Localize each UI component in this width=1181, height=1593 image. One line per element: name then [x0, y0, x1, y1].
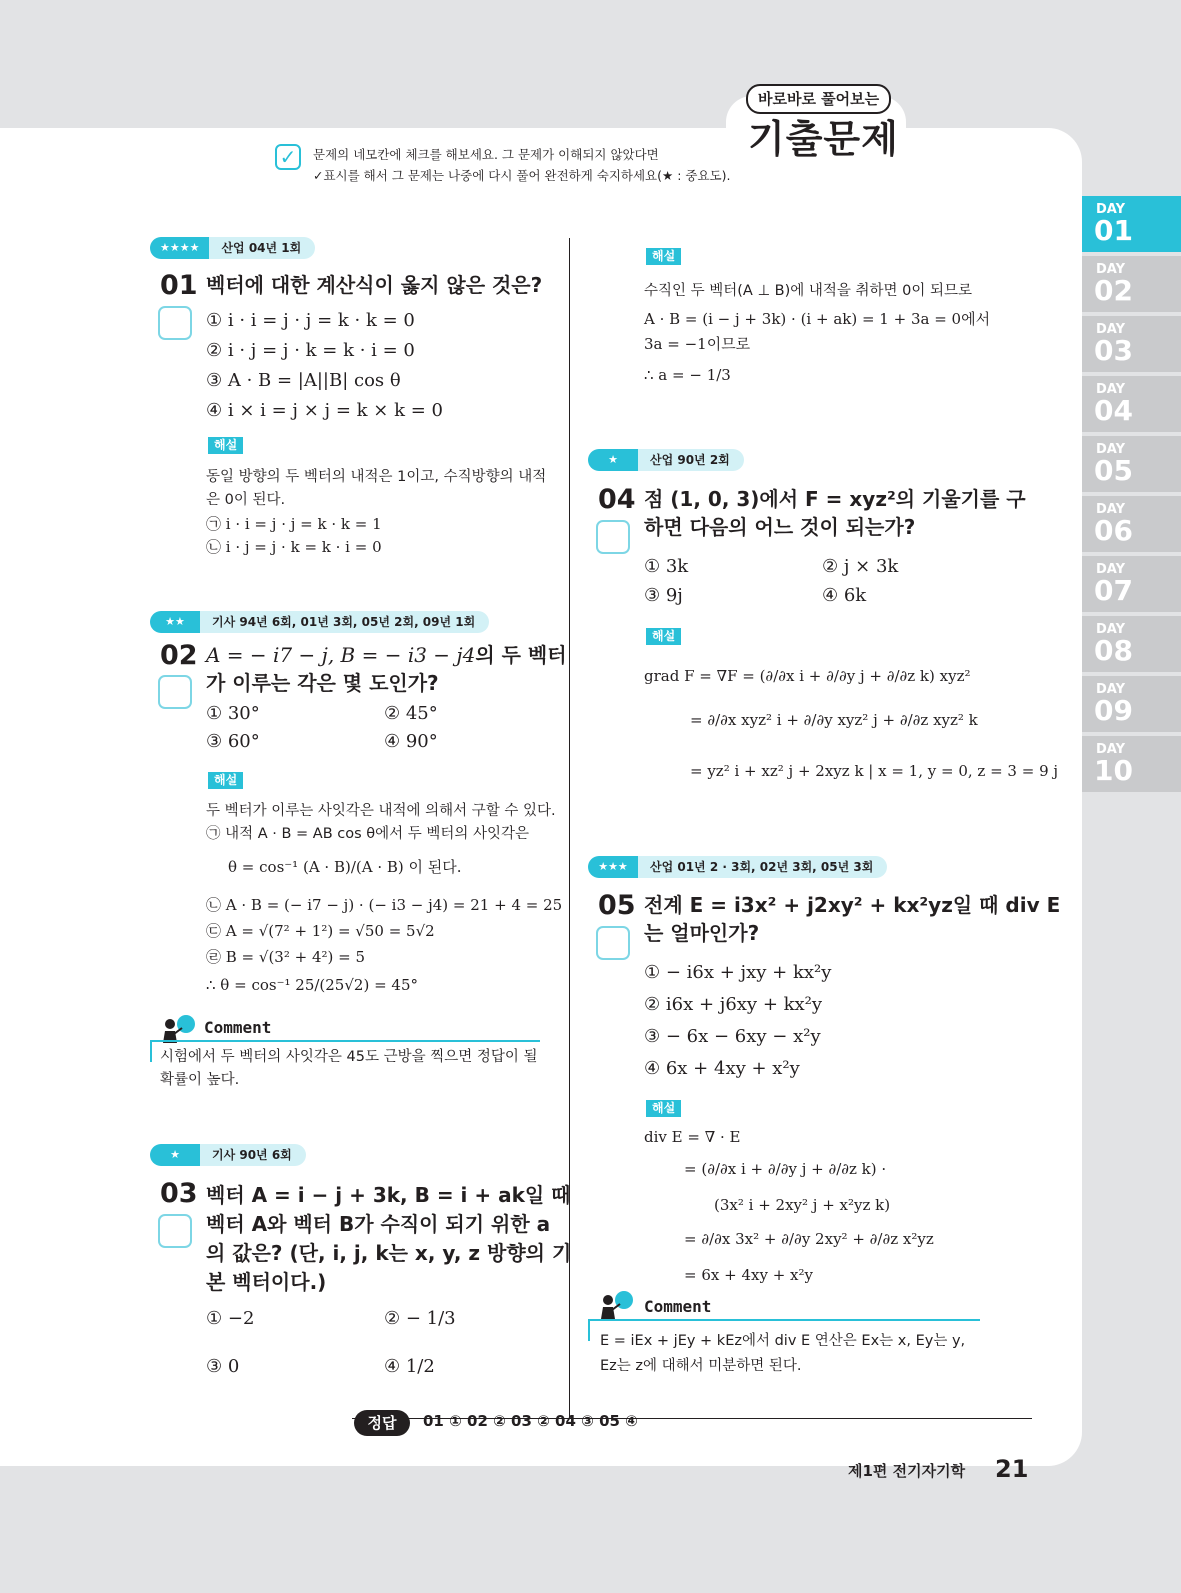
q5-solution-label: 해설	[646, 1100, 681, 1117]
q2-stars: ★★	[150, 611, 200, 633]
q2-solution-line: ㉠ 내적 A · B = AB cos θ에서 두 벡터의 사잇각은	[206, 826, 530, 842]
q5-option-3[interactable]: ③ − 6x − 6xy − x²y	[644, 1026, 821, 1047]
q5-comment-bar	[588, 1319, 590, 1341]
q3-option-1[interactable]: ① −2	[206, 1308, 255, 1329]
q1-solution-line: 동일 방향의 두 벡터의 내적은 1이고, 수직방향의 내적	[206, 469, 547, 485]
day-tabs	[1082, 196, 1181, 796]
q2-badge	[150, 611, 489, 633]
day-tab-01[interactable]: DAY 01	[1082, 196, 1181, 252]
q5-comment-label: Comment	[644, 1297, 712, 1316]
day-tab-09[interactable]: DAY 09	[1082, 676, 1181, 732]
q5-option-1[interactable]: ① − i6x + jxy + kx²y	[644, 962, 832, 983]
footer-section-title: 제1편 전기자기학	[848, 1462, 966, 1480]
q5-question-line: 전계 E = i3x² + j2xy² + kx²yz일 때 div E	[644, 893, 1061, 917]
section-title: 기출문제	[748, 117, 899, 161]
q2-solution-line: 두 벡터가 이루는 사잇각은 내적에 의해서 구할 수 있다.	[206, 803, 556, 819]
q2-solution-label: 해설	[208, 772, 243, 789]
q2-comment-line: 시험에서 두 벡터의 사잇각은 45도 근방을 찍으면 정답이 될	[160, 1049, 538, 1065]
q4-solution-label: 해설	[646, 628, 681, 645]
q3-number: 03	[160, 1178, 198, 1209]
q3-stars: ★	[150, 1144, 200, 1166]
q2-question-line-1: A = − i7 − j, B = − i3 − j4의 두 벡터	[206, 643, 567, 667]
q2-check-box[interactable]	[158, 675, 192, 709]
q1-option-3[interactable]: ③ A · B = |A||B| cos θ	[206, 370, 401, 391]
q2-comment-rule	[150, 1040, 540, 1042]
q2-comment-bar	[150, 1040, 152, 1062]
q5-number: 05	[598, 890, 636, 921]
day-tab-07[interactable]: DAY 07	[1082, 556, 1181, 612]
q1-solution-eq: ㉠ i · i = j · j = k · k = 1	[206, 515, 382, 533]
q1-number: 01	[160, 270, 198, 301]
q4-option-2[interactable]: ② j × 3k	[822, 556, 899, 577]
q5-option-2[interactable]: ② i6x + j6xy + kx²y	[644, 994, 823, 1015]
q4-option-3[interactable]: ③ 9j	[644, 585, 683, 606]
day-tab-10[interactable]: DAY 10	[1082, 736, 1181, 792]
q3-solution-label: 해설	[646, 248, 681, 265]
q3-question-line: 본 벡터이다.)	[206, 1270, 327, 1294]
day-tab-05[interactable]: DAY 05	[1082, 436, 1181, 492]
section-subtitle: 바로바로 풀어보는	[746, 84, 891, 114]
q3-solution-line: 수직인 두 벡터(A ⊥ B)에 내적을 취하면 0이 되므로	[644, 283, 973, 299]
day-tab-03[interactable]: DAY 03	[1082, 316, 1181, 372]
q2-option-2[interactable]: ② 45°	[384, 703, 438, 724]
q4-option-4[interactable]: ④ 6k	[822, 585, 867, 606]
q2-comment-line: 확률이 높다.	[160, 1072, 240, 1088]
q5-source: 산업 01년 2 · 3회, 02년 3회, 05년 3회	[638, 856, 887, 878]
q2-option-3[interactable]: ③ 60°	[206, 731, 260, 752]
q1-badge	[150, 237, 315, 259]
answer-key: 01 ① 02 ② 03 ② 04 ③ 05 ④	[423, 1412, 638, 1430]
q2-solution-eq: ∴ θ = cos⁻¹ 25/(25√2) = 45°	[206, 976, 418, 994]
q5-option-4[interactable]: ④ 6x + 4xy + x²y	[644, 1058, 800, 1079]
q1-check-box[interactable]	[158, 306, 192, 340]
q5-question-line: 는 얼마인가?	[644, 921, 760, 945]
q5-comment-line: E = iEx + jEy + kEz에서 div E 연산은 Ex는 x, Ey는 y,	[600, 1333, 966, 1349]
day-tab-08[interactable]: DAY 08	[1082, 616, 1181, 672]
q1-stars: ★★★★	[150, 237, 209, 259]
q1-option-1[interactable]: ① i · i = j · j = k · k = 0	[206, 310, 415, 331]
q5-solution-eq: = 6x + 4xy + x²y	[684, 1266, 813, 1284]
teacher-icon	[598, 1290, 636, 1320]
q5-solution-eq: = (∂/∂x i + ∂/∂y j + ∂/∂z k) ·	[684, 1160, 887, 1178]
q1-source: 산업 04년 1회	[209, 237, 315, 259]
q4-solution-eq: = ∂/∂x xyz² i + ∂/∂y xyz² j + ∂/∂z xyz² k	[690, 711, 978, 729]
q3-option-4[interactable]: ④ 1/2	[384, 1356, 435, 1377]
q5-comment-rule	[588, 1319, 980, 1321]
q5-stars: ★★★	[588, 856, 638, 878]
q3-solution-eq: 3a = −1이므로	[644, 335, 751, 353]
q2-solution-eq: θ = cos⁻¹ (A · B)/(A · B) 이 된다.	[228, 858, 462, 876]
q3-badge	[150, 1144, 306, 1166]
answer-label: 정답	[354, 1410, 410, 1436]
q2-comment-label: Comment	[204, 1018, 272, 1037]
q3-option-3[interactable]: ③ 0	[206, 1356, 240, 1377]
q3-solution-eq: ∴ a = − 1/3	[644, 366, 731, 384]
q4-question-line: 점 (1, 0, 3)에서 F = xyz²의 기울기를 구	[644, 487, 1026, 511]
q4-question-line: 하면 다음의 어느 것이 되는가?	[644, 515, 916, 539]
q1-solution-line: 은 0이 된다.	[206, 492, 286, 508]
q5-solution-eq: (3x² i + 2xy² j + x²yz k)	[714, 1196, 891, 1214]
q1-solution-label: 해설	[208, 437, 243, 454]
q1-solution-eq: ㉡ i · j = j · k = k · i = 0	[206, 538, 382, 556]
q2-option-1[interactable]: ① 30°	[206, 703, 260, 724]
q3-solution-eq: A · B = (i − j + 3k) · (i + ak) = 1 + 3a = 0에서	[644, 310, 991, 328]
checkbox-icon: ✓	[275, 144, 301, 170]
q4-source: 산업 90년 2회	[638, 449, 744, 471]
q5-solution-eq: div E = ∇ · E	[644, 1128, 741, 1146]
day-tab-02[interactable]: DAY 02	[1082, 256, 1181, 312]
instruction-line-2: ✓표시를 해서 그 문제는 나중에 다시 풀어 완전하게 숙지하세요(★ : 중요도).	[313, 168, 731, 183]
q1-option-4[interactable]: ④ i × i = j × j = k × k = 0	[206, 400, 443, 421]
q4-check-box[interactable]	[596, 520, 630, 554]
q4-option-1[interactable]: ① 3k	[644, 556, 689, 577]
q4-badge	[588, 449, 744, 471]
q3-source: 기사 90년 6회	[200, 1144, 306, 1166]
q4-solution-eq: = yz² i + xz² j + 2xyz k | x = 1, y = 0, z = 3 = 9 j	[690, 762, 1059, 780]
q2-number: 02	[160, 640, 198, 671]
day-tab-06[interactable]: DAY 06	[1082, 496, 1181, 552]
q2-source: 기사 94년 6회, 01년 3회, 05년 2회, 09년 1회	[200, 611, 489, 633]
q2-option-4[interactable]: ④ 90°	[384, 731, 438, 752]
instruction-line-1: 문제의 네모칸에 체크를 해보세요. 그 문제가 이해되지 않았다면	[313, 147, 659, 162]
q2-question-line-2: 가 이루는 각은 몇 도인가?	[206, 671, 439, 695]
page-number: 21	[995, 1455, 1029, 1483]
q1-option-2[interactable]: ② i · j = j · k = k · i = 0	[206, 340, 415, 361]
q3-option-2[interactable]: ② − 1/3	[384, 1308, 456, 1329]
q2-solution-eq: ㉡ A · B = (− i7 − j) · (− i3 − j4) = 21 + 4 = 25	[206, 896, 563, 914]
q3-check-box[interactable]	[158, 1214, 192, 1248]
q5-comment-line: Ez는 z에 대해서 미분하면 된다.	[600, 1358, 802, 1374]
q5-solution-eq: = ∂/∂x 3x² + ∂/∂y 2xy² + ∂/∂z x²yz	[684, 1230, 934, 1248]
q3-question-line: 의 값은? (단, i, j, k는 x, y, z 방향의 기	[206, 1241, 572, 1265]
q2-solution-eq: ㉢ A = √(7² + 1²) = √50 = 5√2	[206, 922, 435, 940]
q3-question-line: 벡터 A와 벡터 B가 수직이 되기 위한 a	[206, 1212, 551, 1236]
day-tab-04[interactable]: DAY 04	[1082, 376, 1181, 432]
q4-stars: ★	[588, 449, 638, 471]
q3-question-line: 벡터 A = i − j + 3k, B = i + ak일 때	[206, 1183, 571, 1207]
q2-solution-eq: ㉣ B = √(3² + 4²) = 5	[206, 948, 366, 966]
q4-number: 04	[598, 484, 636, 515]
q4-solution-eq: grad F = ∇F = (∂/∂x i + ∂/∂y j + ∂/∂z k) xyz²	[644, 667, 971, 685]
q5-check-box[interactable]	[596, 926, 630, 960]
q1-question: 벡터에 대한 계산식이 옳지 않은 것은?	[206, 273, 543, 297]
q5-badge	[588, 856, 887, 878]
